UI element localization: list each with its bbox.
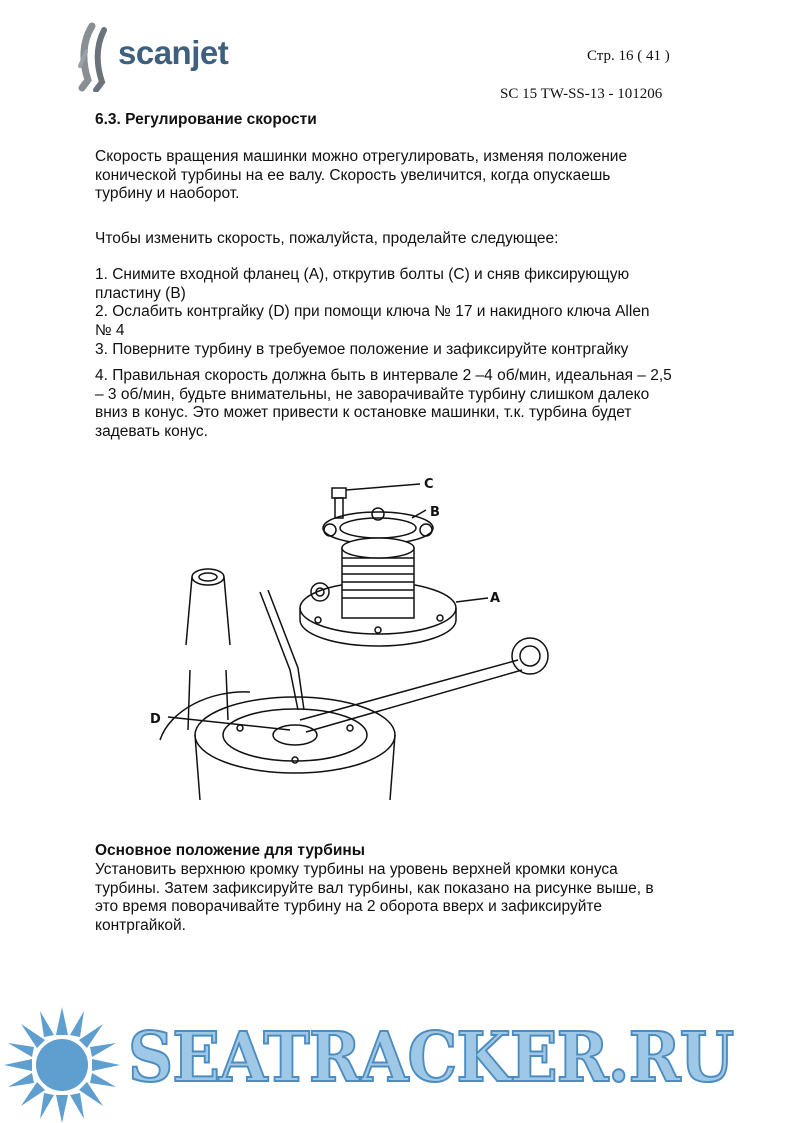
step-line: 1. Снимите входной фланец (A), открутив болты (C) и сняв фиксирующую [95, 266, 630, 283]
intro-line: конической турбины на ее валу. Скорость увеличится, когда опускаешь [95, 166, 611, 184]
basic-position-title: Основное положение для турбины [95, 842, 365, 859]
turbine-assembly-figure [150, 470, 570, 805]
flange-a [300, 538, 456, 646]
section-title: 6.3. Регулирование скорости [95, 111, 317, 128]
intro-paragraph [95, 148, 715, 204]
intro-line: Скорость вращения машинки можно отрегулировать, изменяя положение [95, 148, 628, 165]
lead-paragraph: Чтобы изменить скорость, пожалуйста, проделайте следующее: [95, 230, 559, 247]
document-id: SC 15 TW-SS-13 - 101206 [500, 86, 663, 102]
basic-position-line: контргайкой. [95, 916, 186, 934]
basic-position-line: это время поворачивайте турбину на 2 оборота вверх и зафиксируйте [95, 898, 602, 916]
basic-position-line: Установить верхнюю кромку турбины на уровень верхней кромки конуса [95, 861, 618, 878]
label-d: D [150, 712, 161, 727]
step-line: 2. Ослабить контргайку (D) при помощи ключа № 17 и накидного ключа Allen [95, 303, 650, 320]
basic-position-paragraph [95, 861, 715, 935]
step-1 [95, 266, 715, 303]
step-line: задевать конус. [95, 422, 208, 440]
step-line: 3. Поверните турбину в требуемое положение и зафиксируйте контргайку [95, 341, 629, 358]
bolt-c [332, 488, 346, 518]
tube [186, 569, 230, 730]
watermark-text: SEATRACKER.RU [128, 1018, 734, 1098]
step-line: вниз в конус. Это может привести к остановке машинки, т.к. турбина будет [95, 404, 632, 422]
basic-position-line: турбины. Затем зафиксируйте вал турбины, как показано на рисунке выше, в [95, 879, 654, 897]
label-a: A [490, 591, 501, 606]
intro-line: турбину и наоборот. [95, 185, 240, 203]
turbine-housing [160, 692, 395, 800]
step-4 [95, 367, 715, 441]
label-c: C [424, 477, 434, 492]
allen-key [260, 590, 304, 710]
step-line: пластину (B) [95, 284, 186, 302]
step-line: № 4 [95, 321, 125, 339]
step-2 [95, 303, 715, 340]
brand-name: scanjet [118, 34, 229, 71]
step-3 [95, 341, 715, 360]
step-line: 4. Правильная скорость должна быть в интервале 2 –4 об/мин, идеальная – 2,5 [95, 367, 672, 384]
label-b: B [430, 505, 440, 520]
page-number: Стр. 16 ( 41 ) [587, 48, 670, 64]
step-line: – 3 об/мин, будьте внимательны, не заворачивайте турбину слишком далеко [95, 385, 650, 403]
wrench [300, 638, 548, 732]
